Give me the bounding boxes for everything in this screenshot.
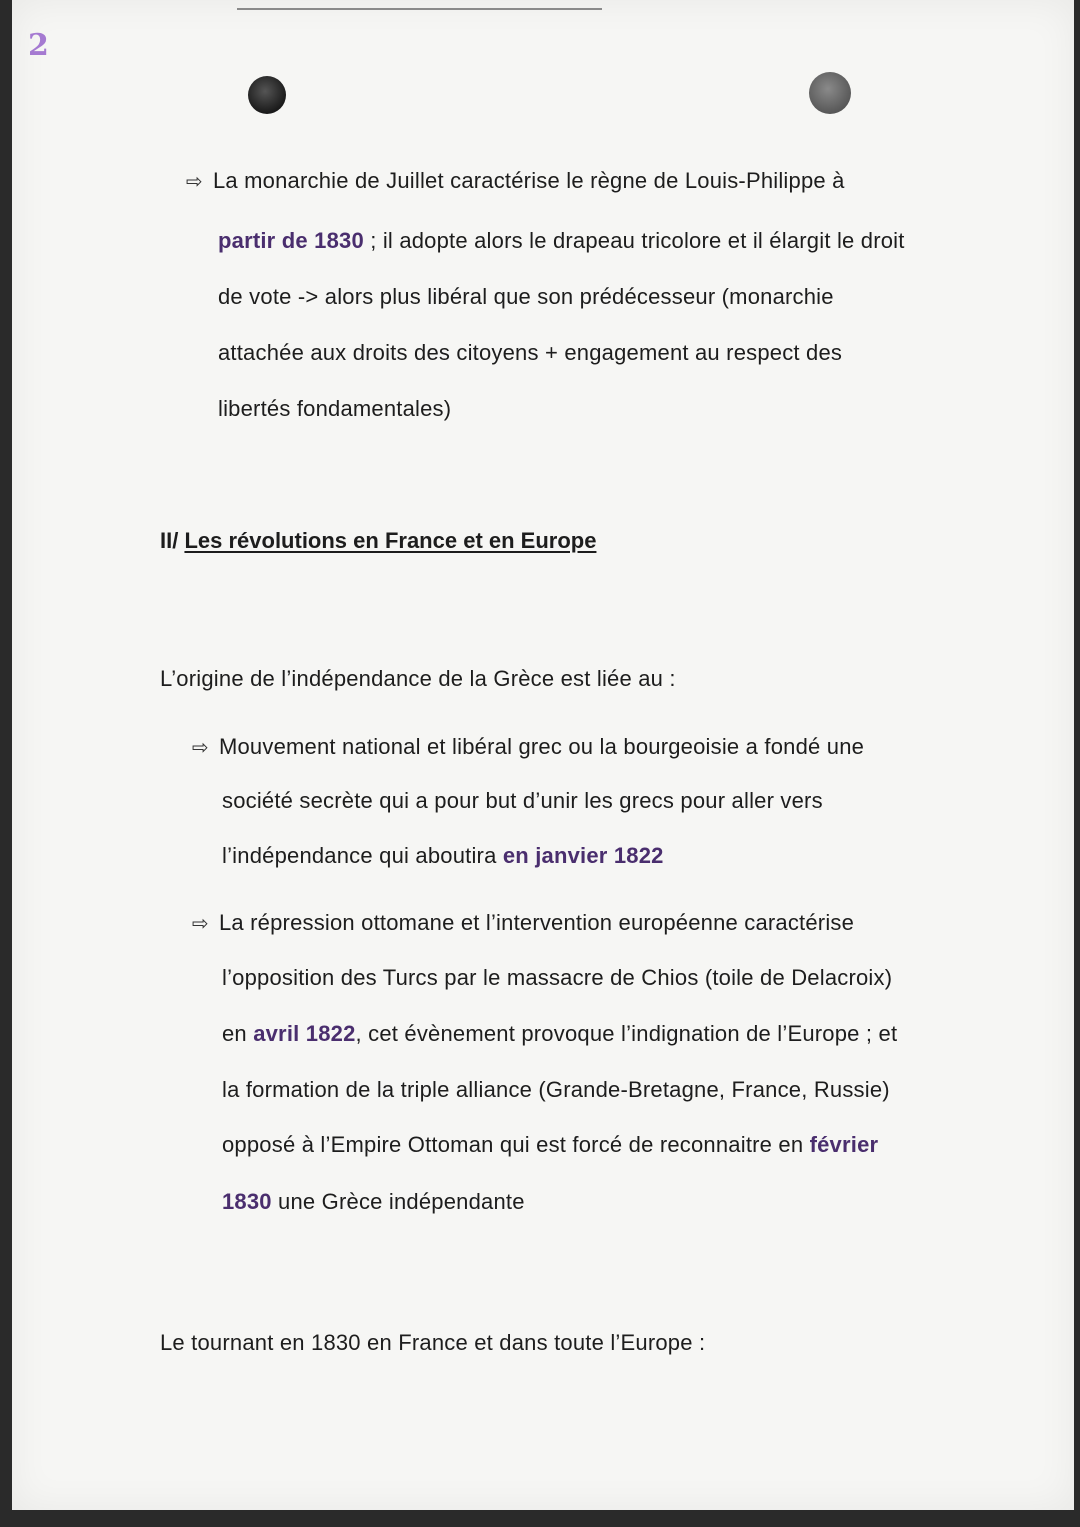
page-number: 2 [28,28,49,63]
punch-hole-right [809,72,851,114]
closing-text: Le tournant en 1830 en France et dans toute l’Europe : [160,1330,706,1355]
bullet-line [186,168,845,194]
text-line: La répression ottomane et l’intervention européenne caractérise [218,910,855,935]
text-fragment: opposé à l’Empire Ottoman qui est forcé de reconnaitre en [222,1132,810,1157]
bullet-line [192,734,864,760]
page-top-line [237,8,602,10]
text-fragment: une Grèce indépendante [271,1189,525,1214]
arrow-right-icon: ⇨ [186,171,203,193]
heading-number: II/ [160,528,185,553]
text-line: l’opposition des Turcs par le massacre de Chios (toile de Delacroix) [222,965,893,990]
text-line: de vote -> alors plus libéral que son prédécesseur (monarchie [218,284,834,309]
heading-title: Les révolutions en France et en Europe [184,528,597,553]
text-line [222,1021,897,1047]
intro-text: L’origine de l’indépendance de la Grèce est liée au : [160,666,676,691]
punch-hole-left [248,76,286,114]
text-line: société secrète qui a pour but d’unir les grecs pour aller vers [222,788,823,813]
text-line [222,1189,525,1215]
emphasis-date: 1830 [222,1189,272,1214]
text-line [218,228,905,254]
text-line [222,843,664,869]
text-fragment: en [222,1021,254,1046]
text-fragment: , cet évènement provoque l’indignation de l’Europe ; et [355,1021,898,1046]
text-line: Mouvement national et libéral grec ou la bourgeoisie a fondé une [218,734,865,759]
text-line: libertés fondamentales) [218,396,452,421]
text-fragment: ; il adopte alors le drapeau tricolore et il élargit le droit [363,228,905,253]
arrow-right-icon: ⇨ [192,913,209,935]
emphasis-date: février [809,1132,879,1157]
emphasis-date: en janvier 1822 [502,843,664,868]
arrow-right-icon: ⇨ [192,737,209,759]
section-heading [160,528,596,554]
text-fragment: l’indépendance qui aboutira [222,843,503,868]
photo-background-edge [0,1510,1080,1527]
emphasis-date: avril 1822 [253,1021,356,1046]
emphasis-date: partir de 1830 [218,228,364,253]
text-line: la formation de la triple alliance (Grande-Bretagne, France, Russie) [222,1077,890,1102]
text-line [222,1132,878,1158]
bullet-line [192,910,854,936]
text-line: attachée aux droits des citoyens + engagement au respect des [218,340,843,365]
text-line: La monarchie de Juillet caractérise le règne de Louis-Philippe à [212,168,845,193]
